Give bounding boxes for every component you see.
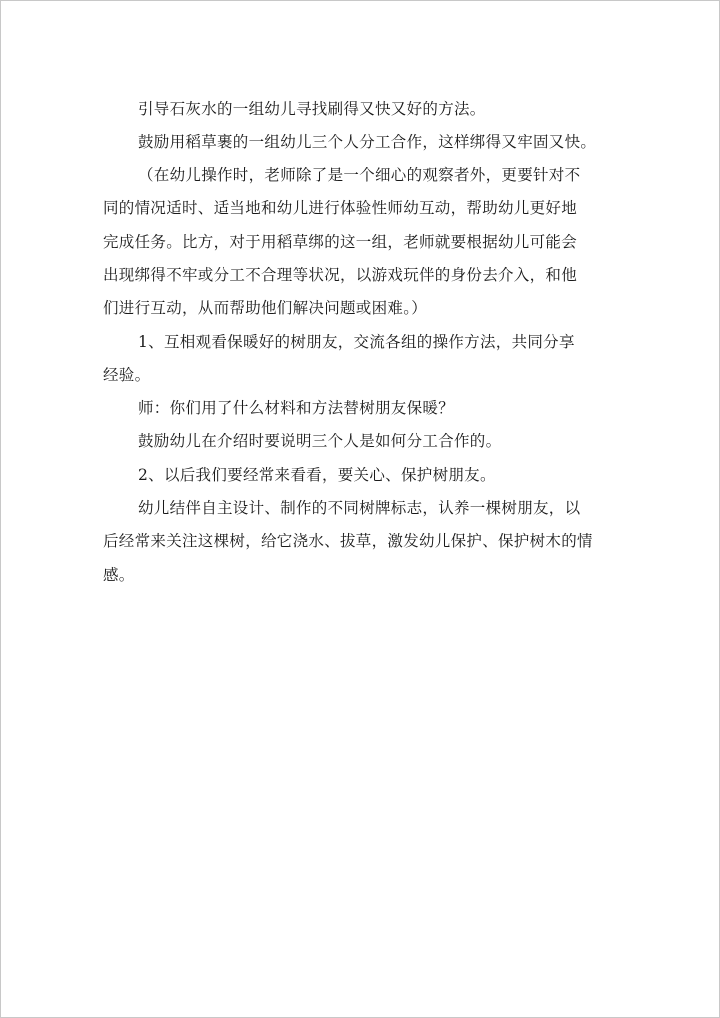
text-line-11: 鼓励幼儿在介绍时要说明三个人是如何分工合作的。 — [138, 432, 502, 450]
text-line-8: 1、互相观看保暖好的树朋友，交流各组的操作方法，共同分享 — [138, 333, 575, 351]
text-line-12: 2、以后我们要经常来看看，要关心、保护树朋友。 — [138, 466, 496, 484]
text-line-3: （在幼儿操作时，老师除了是一个细心的观察者外，更要针对不 — [138, 166, 581, 184]
text-line-10: 师：你们用了什么材料和方法替树朋友保暖？ — [138, 399, 455, 417]
text-line-13: 幼儿结伴自主设计、制作的不同树牌标志，认养一棵树朋友，以 — [138, 499, 581, 517]
text-line-15: 感。 — [103, 566, 135, 584]
text-line-1: 引导石灰水的一组幼儿寻找刷得又快又好的方法。 — [138, 100, 486, 118]
text-line-5: 完成任务。比方，对于用稻草绑的这一组，老师就要根据幼儿可能会 — [103, 233, 578, 251]
text-line-14: 后经常来关注这棵树，给它浇水、拔草，激发幼儿保护、保护树木的情 — [103, 532, 593, 550]
text-line-4: 同的情况适时、适当地和幼儿进行体验性师幼互动，帮助幼儿更好地 — [103, 199, 578, 217]
text-line-6: 出现绑得不牢或分工不合理等状况，以游戏玩伴的身份去介入，和他 — [103, 266, 578, 284]
text-line-2: 鼓励用稻草裹的一组幼儿三个人分工合作，这样绑得又牢固又快。 — [138, 133, 597, 151]
text-line-9: 经验。 — [103, 366, 151, 384]
text-line-7: 们进行互动，从而帮助他们解决问题或困难。） — [103, 299, 428, 317]
